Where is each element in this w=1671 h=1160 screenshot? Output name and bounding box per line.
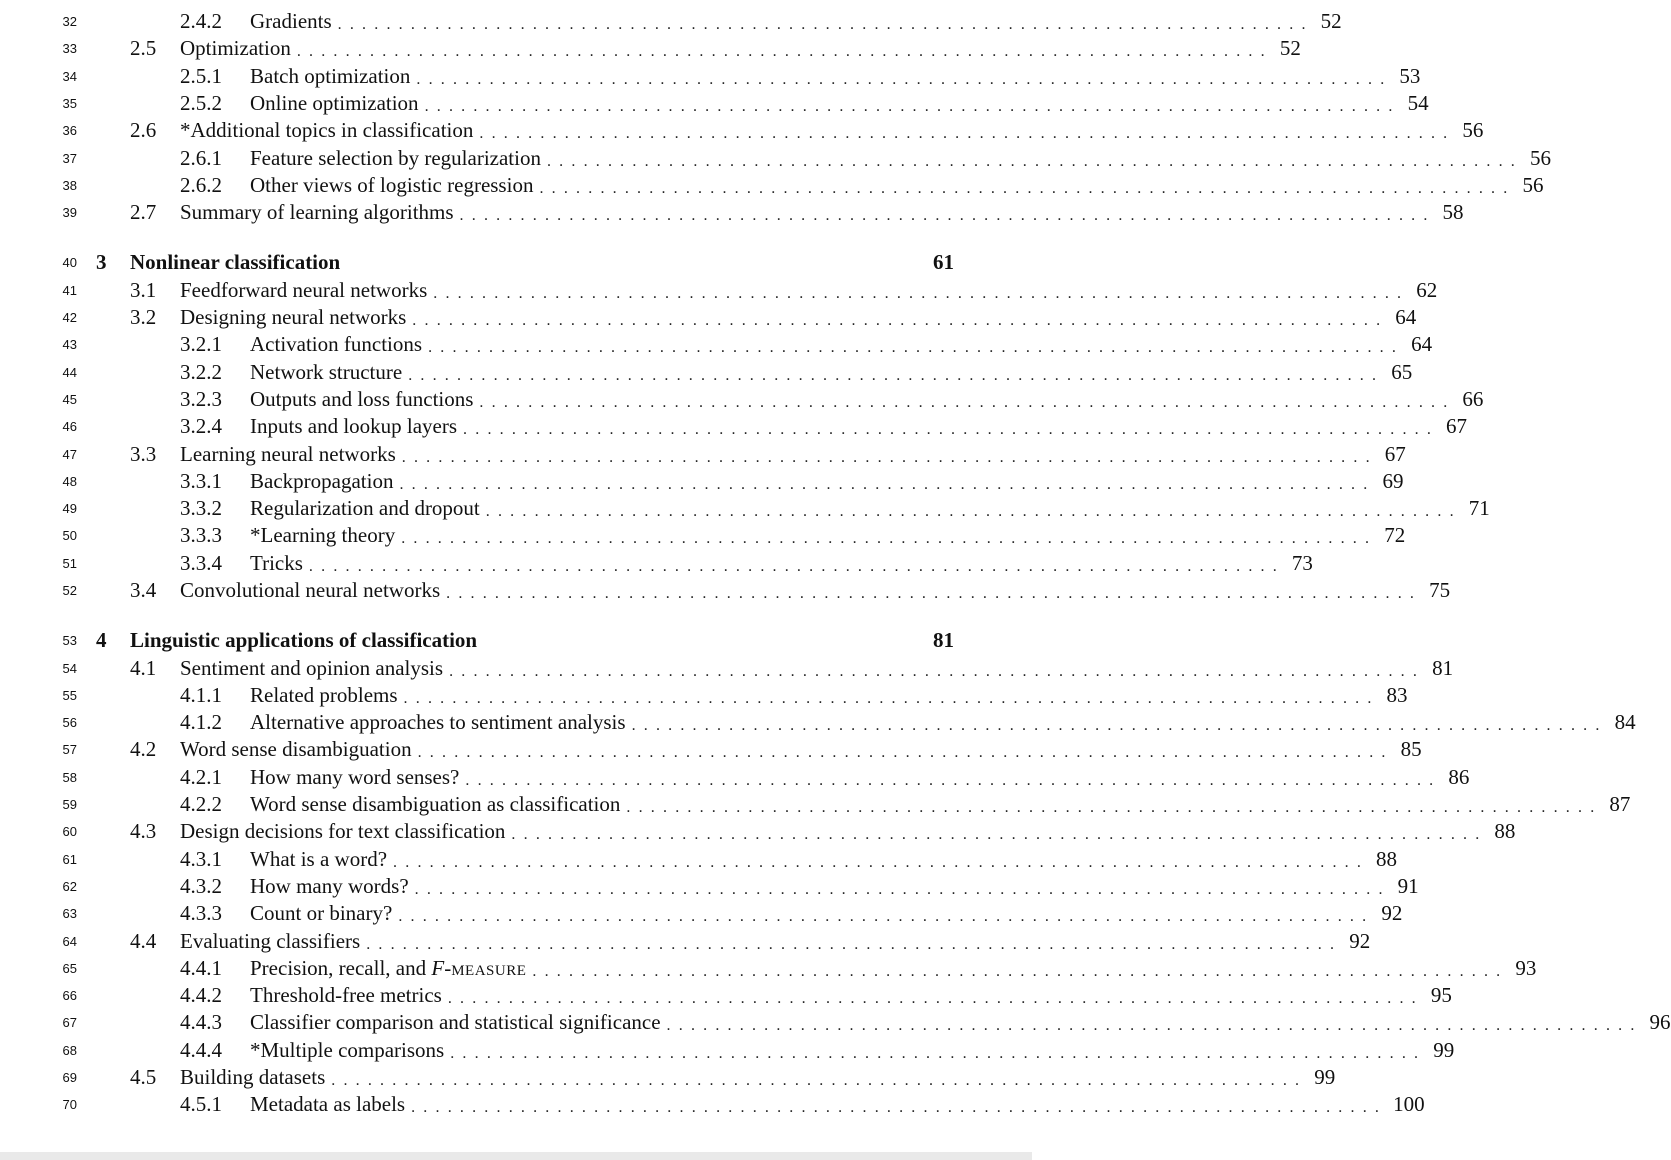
toc-section-row xyxy=(0,577,1451,604)
line-number: 43 xyxy=(62,337,77,352)
toc-entry-number: 2.5.2 xyxy=(180,91,222,115)
toc-entry[interactable] xyxy=(130,304,1417,331)
toc-entry[interactable] xyxy=(130,928,1371,955)
dot-leader: ................................................................................ xyxy=(479,125,1456,142)
toc-entry-number: 3.3.4 xyxy=(180,551,222,575)
dot-leader: ................................................................................ xyxy=(398,908,1375,925)
toc-entry-title: Count or binary? xyxy=(250,901,393,925)
line-number: 57 xyxy=(62,742,77,757)
toc-entry-page: 61 xyxy=(933,250,954,274)
dot-leader: ................................................................................ xyxy=(511,826,1488,843)
toc-entry[interactable] xyxy=(130,818,1516,845)
toc-entry-number: 4.1 xyxy=(130,656,157,680)
toc-subsection-row xyxy=(0,1091,1425,1118)
toc-subsection-row xyxy=(0,550,1313,577)
line-number: 51 xyxy=(62,556,77,571)
toc-entry-number: 3.2 xyxy=(130,305,157,329)
toc-section-row xyxy=(0,928,1371,955)
toc-entry[interactable] xyxy=(130,117,1484,144)
line-number: 53 xyxy=(62,633,77,648)
line-number: 64 xyxy=(62,934,77,949)
toc-subsection-row xyxy=(0,8,1342,35)
toc-entry-page: 93 xyxy=(1515,956,1537,980)
line-number: 62 xyxy=(62,879,77,894)
toc-section-row xyxy=(0,199,1464,226)
toc-entry[interactable] xyxy=(180,359,1413,386)
toc-entry-number: 3.3.1 xyxy=(180,469,222,493)
line-number: 37 xyxy=(62,151,77,166)
toc-subsection-row xyxy=(0,709,1636,736)
toc-subsection-row xyxy=(0,955,1537,982)
toc-subsection-row xyxy=(0,386,1484,413)
toc-entry[interactable] xyxy=(180,90,1429,117)
line-number: 70 xyxy=(62,1097,77,1112)
toc-entry-page: 88 xyxy=(1376,847,1398,871)
toc-entry-page: 73 xyxy=(1291,551,1313,575)
toc-subsection-row xyxy=(0,682,1408,709)
toc-entry-page: 72 xyxy=(1384,523,1406,547)
toc-entry-page: 87 xyxy=(1609,792,1631,816)
dot-leader: ................................................................................ xyxy=(539,180,1516,197)
line-number: 46 xyxy=(62,419,77,434)
dot-leader: ................................................................................ xyxy=(296,43,1273,60)
dot-leader: ................................................................................ xyxy=(401,530,1378,547)
toc-entry[interactable] xyxy=(180,873,1419,900)
line-number: 49 xyxy=(62,501,77,516)
toc-entry[interactable] xyxy=(180,1091,1425,1118)
dot-leader: ................................................................................ xyxy=(337,16,1314,33)
toc-entry-title xyxy=(250,955,526,982)
toc-section-row xyxy=(0,117,1484,144)
toc-subsection-row xyxy=(0,359,1413,386)
toc-entry-number: 3.2.3 xyxy=(180,387,222,411)
toc-entry-number: 3.2.4 xyxy=(180,414,222,438)
toc-entry-page: 88 xyxy=(1494,819,1516,843)
toc-entry-page: 58 xyxy=(1442,200,1464,224)
toc-entry[interactable] xyxy=(180,550,1313,577)
dot-leader: ................................................................................ xyxy=(401,449,1378,466)
toc-section-row xyxy=(0,304,1417,331)
toc-entry-page: 81 xyxy=(933,628,954,652)
line-number: 50 xyxy=(62,528,77,543)
toc-entry-page: 71 xyxy=(1468,496,1490,520)
toc-entry[interactable] xyxy=(180,709,1636,736)
toc-entry[interactable] xyxy=(180,468,1404,495)
toc-entry-page: 95 xyxy=(1430,983,1452,1007)
toc-entry-page: 65 xyxy=(1391,360,1413,384)
toc-subsection-row xyxy=(0,1037,1455,1064)
toc-entry-number: 4.1.2 xyxy=(180,710,222,734)
line-number: 59 xyxy=(62,797,77,812)
dot-leader: ................................................................................ xyxy=(450,1045,1427,1062)
line-number: 48 xyxy=(62,474,77,489)
toc-subsection-row xyxy=(0,145,1551,172)
toc-entry-title: Sentiment and opinion analysis xyxy=(180,656,444,680)
toc-entry-title: What is a word? xyxy=(250,847,388,871)
toc-entry-title: Classifier comparison and statistical significance xyxy=(250,1010,661,1034)
toc-entry-number: 3.2.2 xyxy=(180,360,222,384)
toc-entry-page: 67 xyxy=(1384,442,1406,466)
line-number: 39 xyxy=(62,205,77,220)
toc-subsection-row xyxy=(0,873,1419,900)
title-hyphen: - xyxy=(444,956,452,980)
line-number: 41 xyxy=(62,283,77,298)
toc-entry[interactable] xyxy=(130,199,1464,226)
dot-leader: ................................................................................ xyxy=(666,1017,1643,1034)
toc-section-row xyxy=(0,277,1438,304)
toc-entry-title: Regularization and dropout xyxy=(250,496,480,520)
toc-subsection-row xyxy=(0,495,1490,522)
toc-entry-number: 4.1.1 xyxy=(180,683,222,707)
toc-entry-page: 64 xyxy=(1411,332,1433,356)
toc-entry-number: 4.4.1 xyxy=(180,956,222,980)
toc-entry-number: 4.2.1 xyxy=(180,765,222,789)
line-number: 42 xyxy=(62,310,77,325)
title-part: Precision, recall, and xyxy=(250,956,432,980)
toc-entry-number: 4.4.4 xyxy=(180,1038,222,1062)
line-number: 40 xyxy=(62,255,77,270)
toc-entry-title: Network structure xyxy=(250,360,403,384)
toc-entry-number: 4.4.2 xyxy=(180,983,222,1007)
dot-leader: ................................................................................ xyxy=(463,421,1440,438)
toc-entry[interactable] xyxy=(180,900,1403,927)
toc-entry-page: 69 xyxy=(1382,469,1404,493)
dot-leader: ................................................................................ xyxy=(366,936,1343,953)
toc-subsection-row xyxy=(0,413,1468,440)
toc-entry-number: 3.1 xyxy=(130,278,157,302)
toc-entry[interactable] xyxy=(180,331,1433,358)
dot-leader: ................................................................................ xyxy=(546,153,1523,170)
toc-entry-page: 99 xyxy=(1433,1038,1455,1062)
toc-entry-page: 66 xyxy=(1462,387,1484,411)
toc-entry-page: 96 xyxy=(1649,1010,1671,1034)
toc-subsection-row xyxy=(0,900,1403,927)
toc-entry-title: Optimization xyxy=(180,36,291,60)
toc-entry-title: Word sense disambiguation xyxy=(180,737,412,761)
toc-subsection-row xyxy=(0,791,1631,818)
toc-entry-number: 4 xyxy=(96,628,107,652)
toc-entry-title: Evaluating classifiers xyxy=(180,929,361,953)
dot-leader: ................................................................................ xyxy=(416,71,1393,88)
title-smallcaps: measure xyxy=(451,956,527,980)
toc-entry-page: 100 xyxy=(1393,1092,1425,1116)
dot-leader: ................................................................................ xyxy=(433,285,1410,302)
line-number: 47 xyxy=(62,447,77,462)
toc-entry-page: 56 xyxy=(1462,118,1484,142)
toc-entry-page: 56 xyxy=(1529,146,1551,170)
dot-leader: ................................................................................ xyxy=(459,207,1436,224)
toc-entry-number: 3.2.1 xyxy=(180,332,222,356)
dot-leader: ................................................................................ xyxy=(465,772,1442,789)
toc-section-row xyxy=(0,441,1406,468)
toc-entry[interactable] xyxy=(180,1037,1455,1064)
toc-chapter-row xyxy=(0,249,1032,276)
dot-leader: ................................................................................ xyxy=(417,744,1394,761)
dot-leader: ................................................................................ xyxy=(393,854,1370,871)
toc-entry[interactable] xyxy=(180,386,1484,413)
toc-entry-title: Online optimization xyxy=(250,91,419,115)
toc-entry-page: 75 xyxy=(1429,578,1451,602)
toc-entry[interactable] xyxy=(130,35,1301,62)
line-number: 63 xyxy=(62,906,77,921)
toc-section-row xyxy=(0,818,1516,845)
line-number: 67 xyxy=(62,1015,77,1030)
toc-entry-number: 4.4.3 xyxy=(180,1010,222,1034)
toc-entry-page: 64 xyxy=(1395,305,1417,329)
toc-entry-page: 56 xyxy=(1522,173,1544,197)
toc-entry-number: 2.5.1 xyxy=(180,64,222,88)
toc-entry-number: 3.3.2 xyxy=(180,496,222,520)
line-number: 35 xyxy=(62,96,77,111)
toc-entry-page: 92 xyxy=(1381,901,1403,925)
dot-leader: ................................................................................ xyxy=(424,98,1401,115)
line-number: 32 xyxy=(62,14,77,29)
toc-entry-title: Feedforward neural networks xyxy=(180,278,428,302)
toc-entry-title: Summary of learning algorithms xyxy=(180,200,454,224)
toc-entry-page: 62 xyxy=(1416,278,1438,302)
toc-entry[interactable] xyxy=(130,577,1451,604)
toc-entry[interactable] xyxy=(130,1064,1336,1091)
toc-entry-title: Related problems xyxy=(250,683,398,707)
dot-leader: ................................................................................ xyxy=(408,367,1385,384)
toc-entry-number: 3.4 xyxy=(130,578,157,602)
dot-leader: ................................................................................ xyxy=(449,663,1426,680)
toc-entry-number: 4.3.3 xyxy=(180,901,222,925)
toc-entry-title: Feature selection by regularization xyxy=(250,146,541,170)
toc-subsection-row xyxy=(0,331,1433,358)
line-number: 34 xyxy=(62,69,77,84)
dot-leader: ................................................................................ xyxy=(532,963,1509,980)
dot-leader: ................................................................................ xyxy=(428,339,1405,356)
toc-entry-number: 4.3.2 xyxy=(180,874,222,898)
line-number: 68 xyxy=(62,1043,77,1058)
toc-section-row xyxy=(0,35,1301,62)
toc-entry[interactable] xyxy=(180,982,1452,1009)
toc-subsection-row xyxy=(0,1009,1671,1036)
toc-entry-number: 4.5 xyxy=(130,1065,157,1089)
toc-entry-title: Other views of logistic regression xyxy=(250,173,534,197)
toc-entry-title: Convolutional neural networks xyxy=(180,578,441,602)
toc-entry[interactable] xyxy=(180,846,1398,873)
dot-leader: ................................................................................ xyxy=(479,394,1456,411)
bottom-edge-bar xyxy=(0,1152,1032,1160)
toc-entry-title: Inputs and lookup layers xyxy=(250,414,458,438)
dot-leader: ................................................................................ xyxy=(626,799,1603,816)
toc-entry-number: 2.5 xyxy=(130,36,157,60)
line-number: 61 xyxy=(62,852,77,867)
toc-entry-title: Backpropagation xyxy=(250,469,394,493)
dot-leader: ................................................................................ xyxy=(446,585,1423,602)
line-number: 69 xyxy=(62,1070,77,1085)
toc-subsection-row xyxy=(0,846,1398,873)
toc-entry-number: 3.3 xyxy=(130,442,157,466)
toc-entry-title: Threshold-free metrics xyxy=(250,983,442,1007)
toc-entry-number: 2.6 xyxy=(130,118,157,142)
line-number: 38 xyxy=(62,178,77,193)
toc-entry-title: *Additional topics in classification xyxy=(180,118,474,142)
dot-leader: ................................................................................ xyxy=(403,690,1380,707)
line-number: 66 xyxy=(62,988,77,1003)
toc-entry-page: 81 xyxy=(1432,656,1454,680)
toc-entry-title: Linguistic applications of classification xyxy=(130,628,478,652)
toc-entry-title: Batch optimization xyxy=(250,64,411,88)
toc-entry-title: Word sense disambiguation as classification xyxy=(250,792,621,816)
toc-entry-number: 4.3 xyxy=(130,819,157,843)
toc-entry-title: Nonlinear classification xyxy=(130,250,341,274)
toc-chapter-row xyxy=(0,627,1032,654)
line-number: 45 xyxy=(62,392,77,407)
toc-entry[interactable] xyxy=(180,791,1631,818)
toc-entry-number: 4.5.1 xyxy=(180,1092,222,1116)
toc-entry[interactable] xyxy=(180,413,1468,440)
toc-entry-title: Tricks xyxy=(250,551,303,575)
toc-subsection-row xyxy=(0,63,1421,90)
toc-entry-page: 84 xyxy=(1614,710,1636,734)
toc-entry-page: 53 xyxy=(1399,64,1421,88)
toc-entry-page: 86 xyxy=(1448,765,1470,789)
toc-entry[interactable] xyxy=(130,736,1422,763)
toc-entry-number: 4.4 xyxy=(130,929,157,953)
dot-leader: ................................................................................ xyxy=(412,312,1389,329)
toc-entry-page: 52 xyxy=(1320,9,1342,33)
toc-entry-title: Activation functions xyxy=(250,332,423,356)
toc-entry[interactable] xyxy=(180,682,1408,709)
toc-subsection-row xyxy=(0,172,1544,199)
toc-entry[interactable] xyxy=(180,495,1490,522)
toc-entry[interactable] xyxy=(180,764,1470,791)
toc-section-row xyxy=(0,655,1454,682)
dot-leader: ................................................................................ xyxy=(485,503,1462,520)
toc-entry-page: 92 xyxy=(1349,929,1371,953)
toc-entry[interactable] xyxy=(130,277,1438,304)
toc-entry-page: 67 xyxy=(1446,414,1468,438)
toc-subsection-row xyxy=(0,982,1452,1009)
toc-entry-number: 2.6.1 xyxy=(180,146,222,170)
toc-entry-title: Design decisions for text classification xyxy=(180,819,506,843)
line-number: 65 xyxy=(62,961,77,976)
toc-entry[interactable] xyxy=(180,8,1342,35)
toc-entry-number: 4.2 xyxy=(130,737,157,761)
toc-entry-title: Building datasets xyxy=(180,1065,326,1089)
toc-entry-title: Outputs and loss functions xyxy=(250,387,474,411)
toc-entry-title: *Learning theory xyxy=(250,523,396,547)
toc-entry-page: 99 xyxy=(1314,1065,1336,1089)
toc-entry[interactable] xyxy=(180,145,1551,172)
toc-entry[interactable] xyxy=(130,441,1406,468)
line-number: 58 xyxy=(62,770,77,785)
toc-entry-number: 4.2.2 xyxy=(180,792,222,816)
toc-section-row xyxy=(0,736,1422,763)
toc-section-row xyxy=(0,1064,1336,1091)
toc-entry-number: 2.6.2 xyxy=(180,173,222,197)
toc-entry-page: 85 xyxy=(1400,737,1422,761)
dot-leader: ................................................................................ xyxy=(414,881,1391,898)
line-number: 52 xyxy=(62,583,77,598)
title-math-f: F xyxy=(431,956,445,980)
toc-entry-number: 4.3.1 xyxy=(180,847,222,871)
toc-entry-page: 83 xyxy=(1386,683,1408,707)
line-number: 55 xyxy=(62,688,77,703)
line-number: 54 xyxy=(62,661,77,676)
toc-entry[interactable] xyxy=(96,249,954,276)
toc-entry-title: Gradients xyxy=(250,9,332,33)
dot-leader: ................................................................................ xyxy=(411,1099,1388,1116)
toc-entry[interactable] xyxy=(130,655,1454,682)
toc-entry-page: 54 xyxy=(1407,91,1429,115)
dot-leader: ................................................................................ xyxy=(447,990,1424,1007)
toc-entry-title: Designing neural networks xyxy=(180,305,407,329)
toc-subsection-row xyxy=(0,522,1406,549)
toc-subsection-row xyxy=(0,90,1429,117)
toc-entry-number: 2.7 xyxy=(130,200,157,224)
toc-entry[interactable] xyxy=(180,522,1406,549)
toc-entry-number: 3 xyxy=(96,250,107,274)
line-number: 36 xyxy=(62,123,77,138)
line-number: 60 xyxy=(62,824,77,839)
toc-entry-number: 2.4.2 xyxy=(180,9,222,33)
toc-entry[interactable] xyxy=(180,63,1421,90)
toc-entry-title: Metadata as labels xyxy=(250,1092,406,1116)
line-number: 33 xyxy=(62,41,77,56)
toc-entry-title: Alternative approaches to sentiment analysis xyxy=(250,710,626,734)
toc-entry-page: 52 xyxy=(1279,36,1301,60)
toc-entry-title: Learning neural networks xyxy=(180,442,396,466)
dot-leader: ................................................................................ xyxy=(308,558,1285,575)
toc-entry-number: 3.3.3 xyxy=(180,523,222,547)
dot-leader: ................................................................................ xyxy=(631,717,1608,734)
toc-entry[interactable] xyxy=(180,955,1537,982)
toc-subsection-row xyxy=(0,764,1470,791)
line-number: 44 xyxy=(62,365,77,380)
dot-leader: ................................................................................ xyxy=(331,1072,1308,1089)
toc-entry-page: 91 xyxy=(1397,874,1419,898)
toc-subsection-row xyxy=(0,468,1404,495)
toc-entry-title: How many word senses? xyxy=(250,765,460,789)
toc-entry[interactable] xyxy=(96,627,954,654)
toc-entry[interactable] xyxy=(180,1009,1671,1036)
toc-entry[interactable] xyxy=(180,172,1544,199)
toc-entry-title: How many words? xyxy=(250,874,409,898)
toc-entry-title: *Multiple comparisons xyxy=(250,1038,445,1062)
line-number: 56 xyxy=(62,715,77,730)
dot-leader: ................................................................................ xyxy=(399,476,1376,493)
